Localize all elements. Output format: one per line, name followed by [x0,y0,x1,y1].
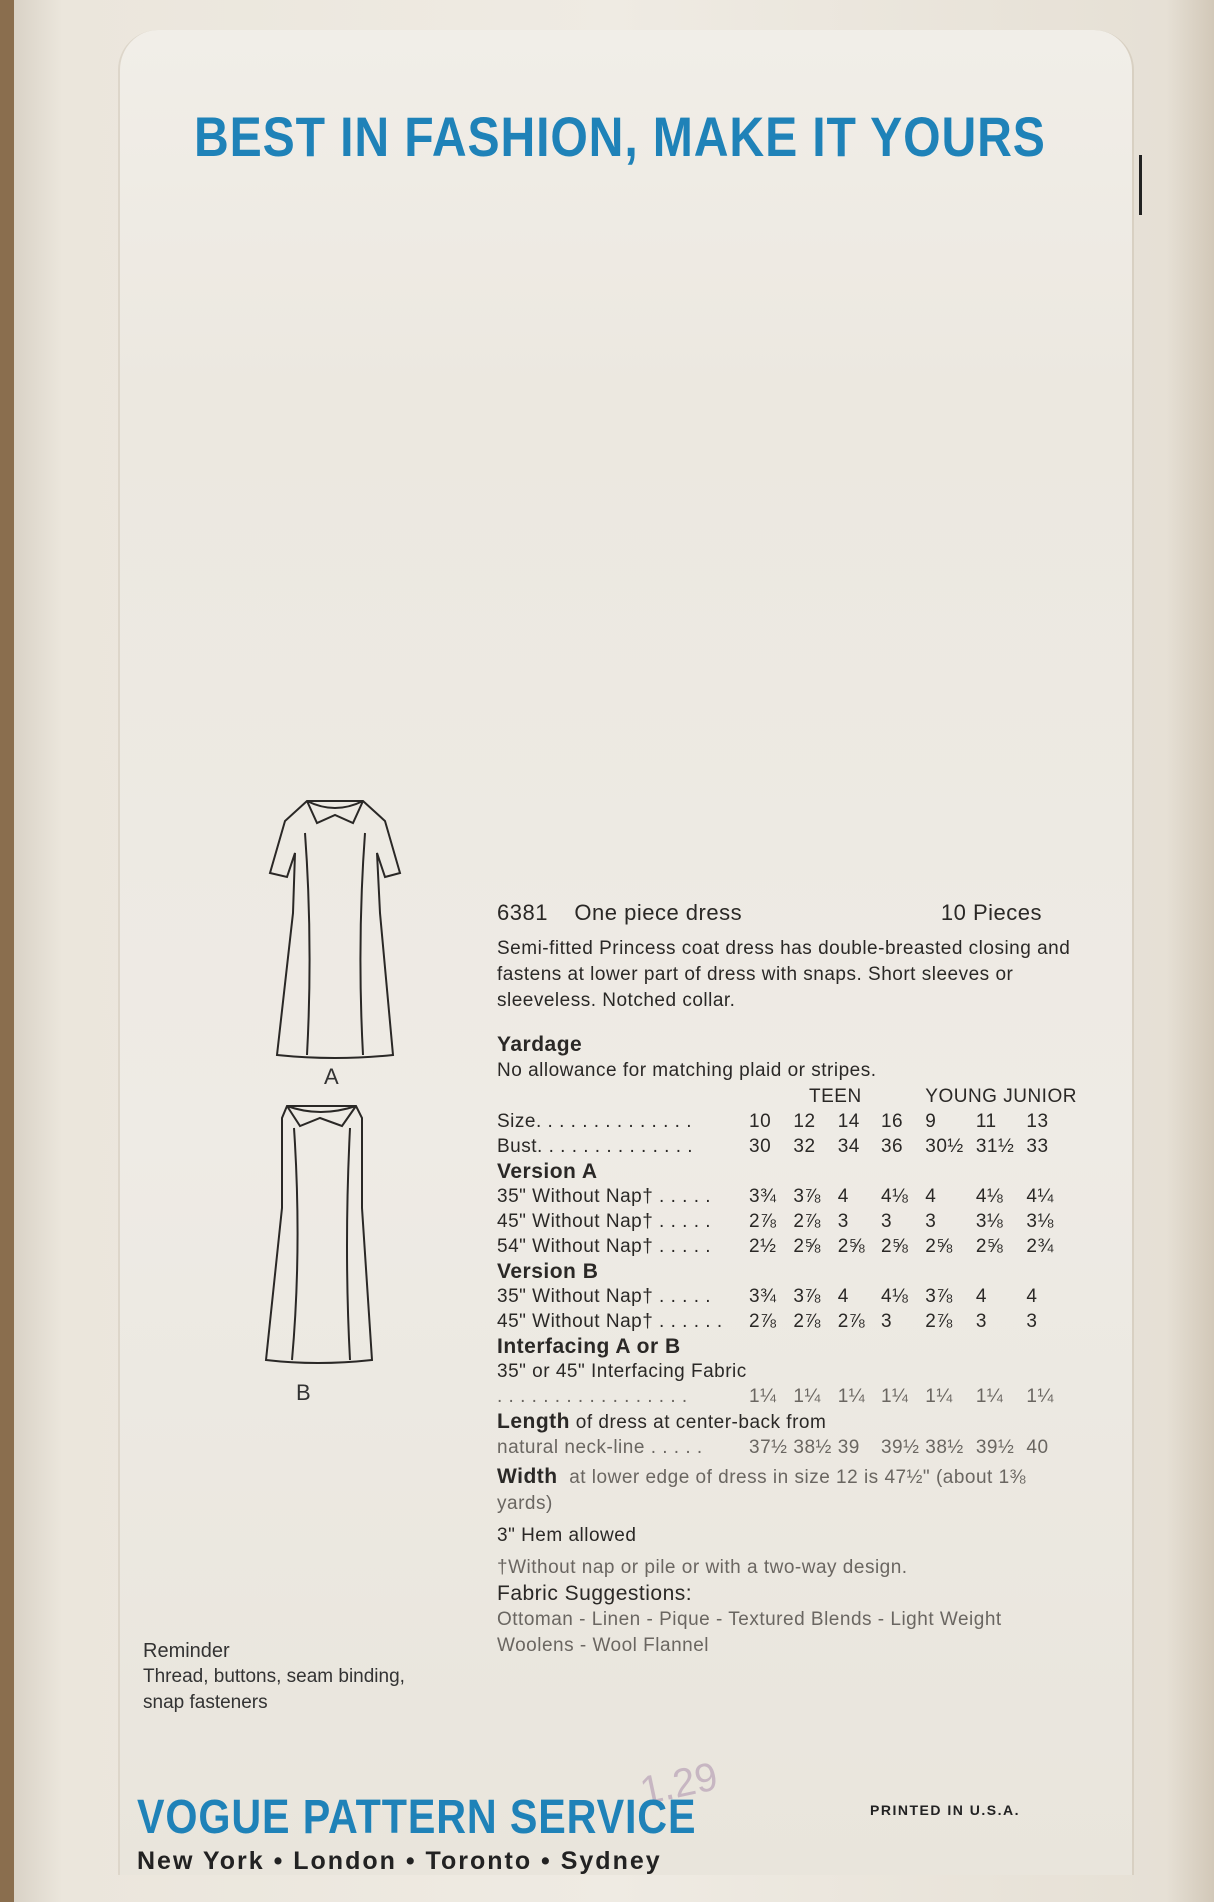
width-note [497,1464,1072,1517]
illustration-label-a: A [324,1064,339,1089]
brand-name: VOGUE PATTERN SERVICE [137,1791,697,1844]
page-title: BEST IN FASHION, MAKE IT YOURS [194,105,1046,168]
row-label: 54" Without Nap† . . . . . [497,1236,712,1257]
row-label: 35" Without Nap† . . . . . [497,1286,712,1307]
cell: 13 [1026,1111,1049,1132]
cell: 2⅞ [793,1211,821,1232]
cell: 1¼ [1026,1386,1054,1407]
length-subtitle: of dress at center-back from [575,1412,827,1433]
cell: 11 [975,1111,997,1132]
cell: 2⅝ [880,1236,909,1257]
group-teen: TEEN [809,1086,862,1107]
cell: 30½ [925,1136,964,1157]
version-a-heading: Version A [497,1160,598,1183]
cell: 2⅞ [837,1311,866,1332]
pattern-header [497,900,1072,926]
cell: 1¼ [837,1386,866,1407]
bust-row [497,1134,1077,1159]
cell: 4¼ [1026,1186,1054,1207]
cell: 32 [793,1136,816,1157]
yardage-row [497,1209,1077,1234]
cell: 2⅞ [925,1311,953,1332]
cell: 3¾ [749,1186,777,1207]
yardage-note: No allowance for matching plaid or stripes. [497,1060,877,1081]
cell: 12 [793,1111,816,1132]
yardage-row [497,1234,1077,1259]
cell: 4⅛ [975,1186,1004,1207]
cell: 4 [837,1186,849,1207]
nap-footnote: †Without nap or pile or with a two-way design. [497,1557,908,1578]
size-row [497,1109,1077,1134]
cell: 2⅝ [925,1236,953,1257]
yardage-heading: Yardage [497,1033,583,1056]
cell: 3 [880,1211,893,1232]
cell: 2⅞ [749,1311,777,1332]
cell: 3⅞ [793,1286,821,1307]
fabric-heading: Fabric Suggestions: [497,1582,693,1605]
handwritten-mark: 1.29 [636,1754,722,1814]
cell: 4 [925,1186,937,1207]
cell: 4 [1026,1286,1038,1307]
width-heading: Width [497,1465,558,1488]
illustration-label-b: B [296,1380,311,1405]
dress-illustration-a [265,793,405,1068]
interfacing-subtitle: 35" or 45" Interfacing Fabric [497,1361,747,1382]
cell: 2⅞ [749,1211,777,1232]
cell: 1¼ [975,1386,1004,1407]
row-label: 45" Without Nap† . . . . . . [497,1311,723,1332]
cell: 38½ [793,1437,832,1458]
yardage-row [497,1384,1077,1409]
pattern-name: One piece dress [574,900,743,925]
cell: 30 [749,1136,772,1157]
cell: 37½ [749,1437,788,1458]
dress-illustration-b [262,1098,377,1368]
cell: 2⅝ [975,1236,1004,1257]
cell: 36 [880,1136,904,1157]
cell: 2⅝ [793,1236,821,1257]
edge-mark [1139,155,1142,215]
cell: 3 [837,1211,849,1232]
pattern-description: Semi-fitted Princess coat dress has double-breasted closing and fastens at lower part of dress with snaps. Short sleeves or sleeveless. Notched collar. [497,938,1071,1011]
interfacing-heading: Interfacing A or B [497,1335,681,1358]
cell: 2⅞ [793,1311,821,1332]
cell: 39 [837,1437,860,1458]
cell: 3 [880,1311,893,1332]
cell: 3⅛ [1026,1211,1054,1232]
cell: 14 [837,1111,860,1132]
printed-in: PRINTED IN U.S.A. [870,1802,1020,1818]
cell: 2⅝ [837,1236,866,1257]
cell: 1¼ [880,1386,909,1407]
cell: 3 [975,1311,987,1332]
yardage-row [497,1184,1077,1209]
cell: 4 [837,1286,849,1307]
row-label: 45" Without Nap† . . . . . [497,1211,712,1232]
cell: 40 [1026,1437,1049,1458]
cell: 3 [1026,1311,1038,1332]
cell: 1¼ [793,1386,821,1407]
cell: 2¾ [1026,1236,1054,1257]
yardage-table [497,1084,1077,1460]
hem-note: 3" Hem allowed [497,1525,637,1546]
cell: 1¼ [749,1386,777,1407]
row-label: Bust. . . . . . . . . . . . . . [497,1136,694,1157]
row-label: Size. . . . . . . . . . . . . . [497,1111,692,1132]
yardage-row [497,1284,1077,1309]
cell: 16 [880,1111,904,1132]
cell: 4⅛ [880,1286,909,1307]
yardage-row [497,1309,1077,1334]
brand-cities: New York • London • Toronto • Sydney [137,1847,662,1875]
yardage-row [497,1435,1077,1460]
row-label: 35" Without Nap† . . . . . [497,1186,712,1207]
cell: 39½ [880,1437,920,1458]
cell: 10 [749,1111,772,1132]
row-label: natural neck-line . . . . . [497,1437,703,1458]
cell: 2½ [749,1236,777,1257]
pattern-number: 6381 [497,900,548,925]
cell: 3⅛ [975,1211,1004,1232]
fabric-list: Ottoman - Linen - Pique - Textured Blends - Light Weight Woolens - Wool Flannel [497,1609,1002,1656]
cell: 3⅞ [925,1286,953,1307]
length-heading: Length [497,1410,570,1433]
row-label: . . . . . . . . . . . . . . . . . [497,1386,688,1407]
cell: 34 [837,1136,860,1157]
cell: 1¼ [925,1386,953,1407]
cell: 31½ [975,1136,1015,1157]
pattern-pieces: 10 Pieces [940,900,1042,925]
group-young-junior: YOUNG JUNIOR [925,1086,1077,1107]
reminder [143,1638,433,1716]
cell: 33 [1026,1136,1049,1157]
version-b-heading: Version B [497,1260,599,1283]
width-text: at lower edge of dress in size 12 is 47½" (about 1⅜ yards) [497,1467,1027,1514]
cell: 3⅞ [793,1186,821,1207]
cell: 3 [925,1211,937,1232]
cell: 9 [925,1111,937,1132]
reminder-text: Thread, buttons, seam binding, snap fasteners [143,1666,405,1713]
cell: 38½ [925,1437,964,1458]
cell: 39½ [975,1437,1015,1458]
pattern-info [497,900,1077,1659]
cell: 4 [975,1286,987,1307]
cell: 3¾ [749,1286,777,1307]
reminder-heading: Reminder [143,1640,230,1662]
cell: 4⅛ [880,1186,909,1207]
